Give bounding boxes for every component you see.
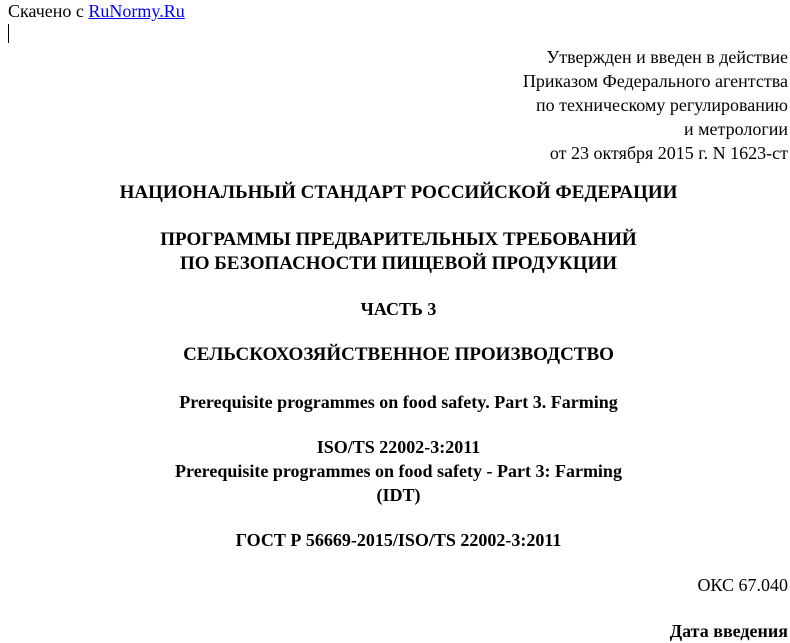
source-prefix: Скачено с bbox=[8, 1, 84, 21]
part-title: СЕЛЬСКОХОЗЯЙСТВЕННОЕ ПРОИЗВОДСТВО bbox=[183, 344, 614, 365]
approval-line: Приказом Федерального агентства bbox=[522, 71, 788, 91]
iso-title: Prerequisite programmes on food safety - Part 3: Farming bbox=[175, 461, 622, 481]
oks-code: ОКС 67.040 bbox=[697, 575, 788, 595]
iso-number: ISO/TS 22002-3:2011 bbox=[316, 437, 481, 457]
approval-block bbox=[523, 45, 788, 165]
national-standard-heading: НАЦИОНАЛЬНЫЙ СТАНДАРТ РОССИЙСКОЙ ФЕДЕРАЦИИ bbox=[119, 182, 678, 203]
iso-reference bbox=[0, 435, 790, 507]
part-heading: ЧАСТЬ 3 bbox=[360, 299, 437, 319]
document-title bbox=[0, 228, 790, 276]
source-link[interactable]: RuNormy.Ru bbox=[88, 1, 185, 21]
text-cursor bbox=[8, 24, 9, 43]
approval-line: Утвержден и введен в действие bbox=[546, 47, 788, 67]
iso-degree: (IDT) bbox=[376, 485, 421, 505]
gost-designation: ГОСТ Р 56669-2015/ISO/TS 22002-3:2011 bbox=[235, 530, 562, 550]
document-title-line: ПРОГРАММЫ ПРЕДВАРИТЕЛЬНЫХ ТРЕБОВАНИЙ bbox=[160, 229, 637, 250]
source-line bbox=[8, 1, 185, 21]
approval-line: по техническому регулированию bbox=[535, 95, 788, 115]
intro-date-label: Дата введения bbox=[669, 621, 788, 641]
approval-line: и метрологии bbox=[684, 119, 788, 139]
english-title: Prerequisite programmes on food safety. Part 3. Farming bbox=[179, 392, 618, 412]
document-title-line: ПО БЕЗОПАСНОСТИ ПИЩЕВОЙ ПРОДУКЦИИ bbox=[179, 253, 618, 274]
approval-line: от 23 октября 2015 г. N 1623-ст bbox=[549, 143, 788, 163]
